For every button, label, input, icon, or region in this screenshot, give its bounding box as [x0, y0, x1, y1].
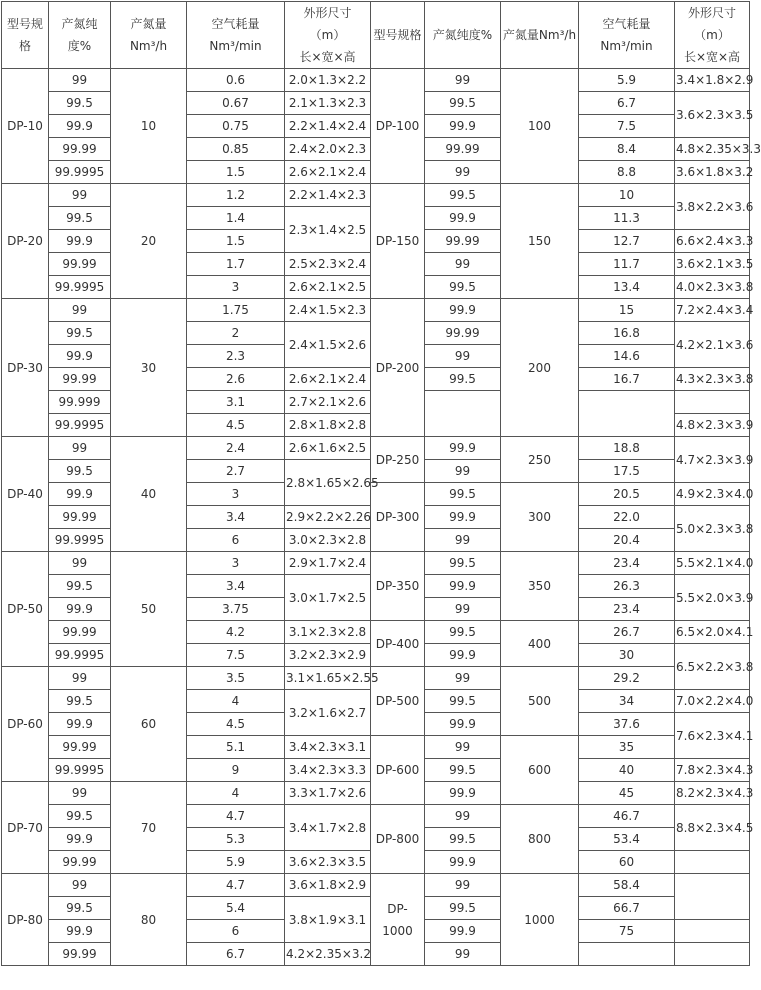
air-consumption-cell-right: 7.5 [579, 115, 675, 138]
air-consumption-cell-right: 13.4 [579, 276, 675, 299]
dimension-cell: 2.1×1.3×2.3 [285, 92, 371, 115]
purity-cell-right: 99 [425, 667, 501, 690]
header-model: 型号规格 [2, 2, 49, 69]
purity-cell: 99.9995 [49, 414, 111, 437]
air-consumption-cell-right: 6.7 [579, 92, 675, 115]
air-consumption-cell-right: 20.5 [579, 483, 675, 506]
air-consumption-cell: 6.7 [187, 943, 285, 966]
air-consumption-cell: 3.5 [187, 667, 285, 690]
purity-cell: 99 [49, 437, 111, 460]
air-consumption-cell-right: 60 [579, 851, 675, 874]
air-consumption-cell-right: 23.4 [579, 598, 675, 621]
dimension-cell-right: 8.8×2.3×4.5 [675, 805, 750, 851]
purity-cell: 99.9 [49, 920, 111, 943]
dimension-cell-right [675, 851, 750, 874]
header-size-2 [675, 2, 750, 69]
flow-cell-right: 400 [501, 621, 579, 667]
dimension-cell-right: 3.6×2.1×3.5 [675, 253, 750, 276]
header-flow-2: 产氮量Nm³/h [501, 2, 579, 69]
purity-cell: 99.9995 [49, 161, 111, 184]
purity-cell: 99.99 [49, 621, 111, 644]
header-purity: 产氮纯度% [49, 2, 111, 69]
dimension-cell: 4.2×2.35×3.2 [285, 943, 371, 966]
purity-cell-right: 99.99 [425, 230, 501, 253]
dimension-cell-right [675, 874, 750, 920]
flow-cell-right: 150 [501, 184, 579, 299]
model-cell-right: DP-500 [371, 667, 425, 736]
air-consumption-cell: 3.4 [187, 575, 285, 598]
flow-cell-right: 300 [501, 483, 579, 552]
purity-cell: 99.9 [49, 598, 111, 621]
dimension-cell-right: 4.2×2.1×3.6 [675, 322, 750, 368]
purity-cell: 99.99 [49, 736, 111, 759]
purity-cell-right: 99.5 [425, 897, 501, 920]
table-row [2, 184, 750, 207]
air-consumption-cell: 1.4 [187, 207, 285, 230]
air-consumption-cell-right: 37.6 [579, 713, 675, 736]
air-consumption-cell-right: 17.5 [579, 460, 675, 483]
purity-cell: 99 [49, 782, 111, 805]
dimension-cell: 2.3×1.4×2.5 [285, 207, 371, 253]
model-cell-right: DP-600 [371, 736, 425, 805]
air-consumption-cell: 3.1 [187, 391, 285, 414]
air-consumption-cell: 5.1 [187, 736, 285, 759]
air-consumption-cell: 4.7 [187, 874, 285, 897]
dimension-cell: 2.4×1.5×2.3 [285, 299, 371, 322]
air-consumption-cell: 3 [187, 552, 285, 575]
air-consumption-cell-right: 22.0 [579, 506, 675, 529]
air-consumption-cell-right: 12.7 [579, 230, 675, 253]
flow-cell-right: 500 [501, 667, 579, 736]
air-consumption-cell-right: 11.7 [579, 253, 675, 276]
purity-cell-right: 99.5 [425, 828, 501, 851]
model-cell: DP-50 [2, 552, 49, 667]
air-consumption-cell-right: 26.7 [579, 621, 675, 644]
purity-cell: 99.9 [49, 483, 111, 506]
dimension-cell-right: 4.7×2.3×3.9 [675, 437, 750, 483]
dimension-cell-right: 5.5×2.0×3.9 [675, 575, 750, 621]
dimension-cell-right: 5.0×2.3×3.8 [675, 506, 750, 552]
flow-cell-right: 1000 [501, 874, 579, 966]
dimension-cell: 3.4×1.7×2.8 [285, 805, 371, 851]
purity-cell: 99.9995 [49, 644, 111, 667]
flow-cell-right: 800 [501, 805, 579, 874]
purity-cell: 99.5 [49, 690, 111, 713]
dimension-cell-right [675, 943, 750, 966]
air-consumption-cell-right: 26.3 [579, 575, 675, 598]
air-consumption-cell-right: 15 [579, 299, 675, 322]
header-size-line-2: （m） [309, 28, 346, 42]
air-consumption-cell: 3.75 [187, 598, 285, 621]
air-consumption-cell: 5.3 [187, 828, 285, 851]
dimension-cell: 2.4×2.0×2.3 [285, 138, 371, 161]
dimension-cell: 2.5×2.3×2.4 [285, 253, 371, 276]
flow-cell: 80 [111, 874, 187, 966]
flow-cell: 30 [111, 299, 187, 437]
air-consumption-cell: 1.75 [187, 299, 285, 322]
flow-cell-right: 250 [501, 437, 579, 483]
air-consumption-cell: 0.85 [187, 138, 285, 161]
purity-cell: 99.99 [49, 368, 111, 391]
dimension-cell: 3.1×1.65×2.55 [285, 667, 371, 690]
air-consumption-cell-right: 53.4 [579, 828, 675, 851]
purity-cell-right: 99.9 [425, 506, 501, 529]
dimension-cell-right: 6.5×2.0×4.1 [675, 621, 750, 644]
purity-cell-right: 99.9 [425, 713, 501, 736]
table-row [2, 437, 750, 460]
purity-cell: 99.99 [49, 138, 111, 161]
air-consumption-cell: 4 [187, 782, 285, 805]
purity-cell-right: 99 [425, 161, 501, 184]
header-size-2-line-1: 外形尺寸（m） [687, 6, 736, 42]
header-air: 空气耗量Nm³/min [187, 2, 285, 69]
purity-cell: 99.5 [49, 575, 111, 598]
model-cell: DP-70 [2, 782, 49, 874]
purity-cell-right: 99 [425, 69, 501, 92]
air-consumption-cell: 2.4 [187, 437, 285, 460]
purity-cell-right: 99 [425, 943, 501, 966]
model-cell-right: DP-200 [371, 299, 425, 437]
air-consumption-cell: 1.7 [187, 253, 285, 276]
dimension-cell: 3.1×2.3×2.8 [285, 621, 371, 644]
dimension-cell: 2.8×1.65×2.65 [285, 460, 371, 506]
air-consumption-cell: 1.5 [187, 161, 285, 184]
air-consumption-cell-right: 8.8 [579, 161, 675, 184]
purity-cell: 99.9995 [49, 759, 111, 782]
dimension-cell: 3.6×2.3×3.5 [285, 851, 371, 874]
dimension-cell: 2.0×1.3×2.2 [285, 69, 371, 92]
purity-cell: 99.5 [49, 322, 111, 345]
flow-cell-right: 200 [501, 299, 579, 437]
model-cell: DP-10 [2, 69, 49, 184]
dimension-cell-right: 6.5×2.2×3.8 [675, 644, 750, 690]
flow-cell: 10 [111, 69, 187, 184]
air-consumption-cell-right: 16.8 [579, 322, 675, 345]
nitrogen-generator-spec-table [1, 1, 761, 966]
model-cell-right: DP-800 [371, 805, 425, 874]
model-cell-right: DP-250 [371, 437, 425, 483]
air-consumption-cell-right: 66.7 [579, 897, 675, 920]
dimension-cell-right: 4.8×2.35×3.3 [675, 138, 750, 161]
dimension-cell-right: 4.8×2.3×3.9 [675, 414, 750, 437]
header-size [285, 2, 371, 69]
dimension-cell: 3.3×1.7×2.6 [285, 782, 371, 805]
table-row [2, 69, 750, 92]
model-cell: DP-30 [2, 299, 49, 437]
purity-cell-right: 99.9 [425, 437, 501, 460]
air-consumption-cell: 2.3 [187, 345, 285, 368]
purity-cell: 99.5 [49, 92, 111, 115]
air-consumption-cell-right: 16.7 [579, 368, 675, 391]
purity-cell: 99.999 [49, 391, 111, 414]
purity-cell-right: 99.5 [425, 552, 501, 575]
air-consumption-cell: 6 [187, 529, 285, 552]
air-consumption-cell-right: 8.4 [579, 138, 675, 161]
purity-cell: 99 [49, 299, 111, 322]
purity-cell-right: 99.5 [425, 483, 501, 506]
air-consumption-cell: 4.5 [187, 713, 285, 736]
air-consumption-cell: 0.75 [187, 115, 285, 138]
dimension-cell-right: 4.0×2.3×3.8 [675, 276, 750, 299]
model-cell: DP-20 [2, 184, 49, 299]
air-consumption-cell: 6 [187, 920, 285, 943]
dimension-cell: 3.8×1.9×3.1 [285, 897, 371, 943]
air-consumption-cell-right: 75 [579, 920, 675, 943]
purity-cell: 99.9995 [49, 529, 111, 552]
air-consumption-cell-right [579, 943, 675, 966]
dimension-cell: 2.6×1.6×2.5 [285, 437, 371, 460]
dimension-cell-right: 3.6×2.3×3.5 [675, 92, 750, 138]
model-cell: DP-80 [2, 874, 49, 966]
purity-cell-right: 99.9 [425, 299, 501, 322]
flow-cell-right: 350 [501, 552, 579, 621]
header-flow: 产氮量Nm³/h [111, 2, 187, 69]
air-consumption-cell-right: 20.4 [579, 529, 675, 552]
purity-cell: 99.99 [49, 851, 111, 874]
model-cell-right: DP-300 [371, 483, 425, 552]
air-consumption-cell-right: 45 [579, 782, 675, 805]
purity-cell-right: 99.9 [425, 575, 501, 598]
air-consumption-cell: 5.4 [187, 897, 285, 920]
purity-cell-right: 99.9 [425, 115, 501, 138]
model-cell-right: DP-150 [371, 184, 425, 299]
dimension-cell-right: 6.6×2.4×3.3 [675, 230, 750, 253]
table-body [2, 69, 761, 966]
purity-cell: 99.99 [49, 943, 111, 966]
table-row [2, 667, 750, 690]
dimension-cell-right: 7.6×2.3×4.1 [675, 713, 750, 759]
dimension-cell-right: 3.4×1.8×2.9 [675, 69, 750, 92]
dimension-cell: 3.2×2.3×2.9 [285, 644, 371, 667]
flow-cell: 40 [111, 437, 187, 552]
flow-cell: 60 [111, 667, 187, 782]
purity-cell: 99.9 [49, 828, 111, 851]
flow-cell: 50 [111, 552, 187, 667]
dimension-cell: 2.2×1.4×2.3 [285, 184, 371, 207]
air-consumption-cell-right: 30 [579, 644, 675, 667]
purity-cell-right: 99.5 [425, 184, 501, 207]
dimension-cell-right: 3.8×2.2×3.6 [675, 184, 750, 230]
purity-cell-right: 99.99 [425, 138, 501, 161]
air-consumption-cell-right: 46.7 [579, 805, 675, 828]
purity-cell-right: 99.9 [425, 207, 501, 230]
air-consumption-cell-right: 10 [579, 184, 675, 207]
dimension-cell: 2.6×2.1×2.5 [285, 276, 371, 299]
air-consumption-cell: 0.67 [187, 92, 285, 115]
dimension-cell-right: 7.8×2.3×4.3 [675, 759, 750, 782]
model-cell-right: DP-350 [371, 552, 425, 621]
purity-cell-right: 99.9 [425, 851, 501, 874]
table-row [2, 552, 750, 575]
purity-cell-right: 99 [425, 345, 501, 368]
dimension-cell-right: 7.0×2.2×4.0 [675, 690, 750, 713]
dimension-cell: 3.6×1.8×2.9 [285, 874, 371, 897]
table-row [2, 874, 750, 897]
purity-cell: 99.9 [49, 345, 111, 368]
air-consumption-cell: 1.5 [187, 230, 285, 253]
purity-cell-right: 99 [425, 529, 501, 552]
air-consumption-cell-right [579, 391, 675, 437]
dimension-cell: 3.2×1.6×2.7 [285, 690, 371, 736]
air-consumption-cell: 5.9 [187, 851, 285, 874]
purity-cell-right: 99.5 [425, 690, 501, 713]
purity-cell: 99 [49, 184, 111, 207]
purity-cell-right: 99.9 [425, 920, 501, 943]
air-consumption-cell: 7.5 [187, 644, 285, 667]
air-consumption-cell: 2.7 [187, 460, 285, 483]
air-consumption-cell: 0.6 [187, 69, 285, 92]
purity-cell-right: 99 [425, 805, 501, 828]
dimension-cell: 2.6×2.1×2.4 [285, 368, 371, 391]
air-consumption-cell: 4.5 [187, 414, 285, 437]
air-consumption-cell: 3 [187, 483, 285, 506]
purity-cell: 99 [49, 874, 111, 897]
model-cell-right: DP-400 [371, 621, 425, 667]
dimension-cell-right: 4.9×2.3×4.0 [675, 483, 750, 506]
dimension-cell: 2.9×2.2×2.26 [285, 506, 371, 529]
dimension-cell: 2.7×2.1×2.6 [285, 391, 371, 414]
flow-cell-right: 600 [501, 736, 579, 805]
purity-cell: 99.99 [49, 506, 111, 529]
purity-cell-right [425, 391, 501, 437]
air-consumption-cell: 9 [187, 759, 285, 782]
flow-cell: 70 [111, 782, 187, 874]
purity-cell-right: 99.5 [425, 368, 501, 391]
air-consumption-cell: 2 [187, 322, 285, 345]
purity-cell: 99.5 [49, 897, 111, 920]
flow-cell: 20 [111, 184, 187, 299]
air-consumption-cell-right: 29.2 [579, 667, 675, 690]
purity-cell-right: 99 [425, 460, 501, 483]
air-consumption-cell-right: 18.8 [579, 437, 675, 460]
dimension-cell: 3.4×2.3×3.3 [285, 759, 371, 782]
dimension-cell-right: 8.2×2.3×4.3 [675, 782, 750, 805]
purity-cell: 99.5 [49, 805, 111, 828]
header-row [2, 2, 750, 69]
header-size-line-3: 长×宽×高 [299, 50, 356, 64]
purity-cell: 99.99 [49, 253, 111, 276]
purity-cell-right: 99 [425, 874, 501, 897]
purity-cell: 99.9 [49, 115, 111, 138]
purity-cell: 99 [49, 69, 111, 92]
dimension-cell-right [675, 920, 750, 943]
header-air-2: 空气耗量Nm³/min [579, 2, 675, 69]
header-size-2-line-2: 长×宽×高 [683, 50, 741, 64]
dimension-cell-right [675, 391, 750, 414]
air-consumption-cell-right: 40 [579, 759, 675, 782]
air-consumption-cell-right: 14.6 [579, 345, 675, 368]
purity-cell-right: 99.9 [425, 644, 501, 667]
dimension-cell: 2.2×1.4×2.4 [285, 115, 371, 138]
model-cell-right: DP-1000 [371, 874, 425, 966]
purity-cell-right: 99.99 [425, 322, 501, 345]
air-consumption-cell: 1.2 [187, 184, 285, 207]
dimension-cell: 3.0×2.3×2.8 [285, 529, 371, 552]
dimension-cell-right: 7.2×2.4×3.4 [675, 299, 750, 322]
dimension-cell: 2.8×1.8×2.8 [285, 414, 371, 437]
dimension-cell-right: 5.5×2.1×4.0 [675, 552, 750, 575]
purity-cell: 99 [49, 667, 111, 690]
header-purity-2: 产氮纯度% [425, 2, 501, 69]
header-model-2: 型号规格 [371, 2, 425, 69]
dimension-cell-right: 4.3×2.3×3.8 [675, 368, 750, 391]
purity-cell-right: 99.9 [425, 782, 501, 805]
air-consumption-cell-right: 34 [579, 690, 675, 713]
purity-cell: 99.9 [49, 230, 111, 253]
air-consumption-cell-right: 35 [579, 736, 675, 759]
air-consumption-cell: 3.4 [187, 506, 285, 529]
dimension-cell: 2.9×1.7×2.4 [285, 552, 371, 575]
purity-cell-right: 99.5 [425, 621, 501, 644]
air-consumption-cell: 4 [187, 690, 285, 713]
purity-cell-right: 99 [425, 253, 501, 276]
purity-cell-right: 99.5 [425, 276, 501, 299]
model-cell: DP-40 [2, 437, 49, 552]
dimension-cell: 2.4×1.5×2.6 [285, 322, 371, 368]
dimension-cell: 3.0×1.7×2.5 [285, 575, 371, 621]
air-consumption-cell: 3 [187, 276, 285, 299]
air-consumption-cell-right: 58.4 [579, 874, 675, 897]
table-row [2, 299, 750, 322]
air-consumption-cell-right: 11.3 [579, 207, 675, 230]
model-cell: DP-60 [2, 667, 49, 782]
dimension-cell: 3.4×2.3×3.1 [285, 736, 371, 759]
header-size-line-1: 外形尺寸 [303, 6, 352, 20]
air-consumption-cell: 4.7 [187, 805, 285, 828]
purity-cell-right: 99 [425, 598, 501, 621]
purity-cell: 99.9995 [49, 276, 111, 299]
air-consumption-cell: 4.2 [187, 621, 285, 644]
purity-cell-right: 99 [425, 736, 501, 759]
air-consumption-cell: 2.6 [187, 368, 285, 391]
dimension-cell-right: 3.6×1.8×3.2 [675, 161, 750, 184]
air-consumption-cell-right: 5.9 [579, 69, 675, 92]
purity-cell-right: 99.5 [425, 92, 501, 115]
purity-cell: 99.5 [49, 207, 111, 230]
purity-cell: 99.9 [49, 713, 111, 736]
purity-cell-right: 99.5 [425, 759, 501, 782]
model-cell-right: DP-100 [371, 69, 425, 184]
purity-cell: 99.5 [49, 460, 111, 483]
dimension-cell: 2.6×2.1×2.4 [285, 161, 371, 184]
purity-cell: 99 [49, 552, 111, 575]
flow-cell-right: 100 [501, 69, 579, 184]
air-consumption-cell-right: 23.4 [579, 552, 675, 575]
